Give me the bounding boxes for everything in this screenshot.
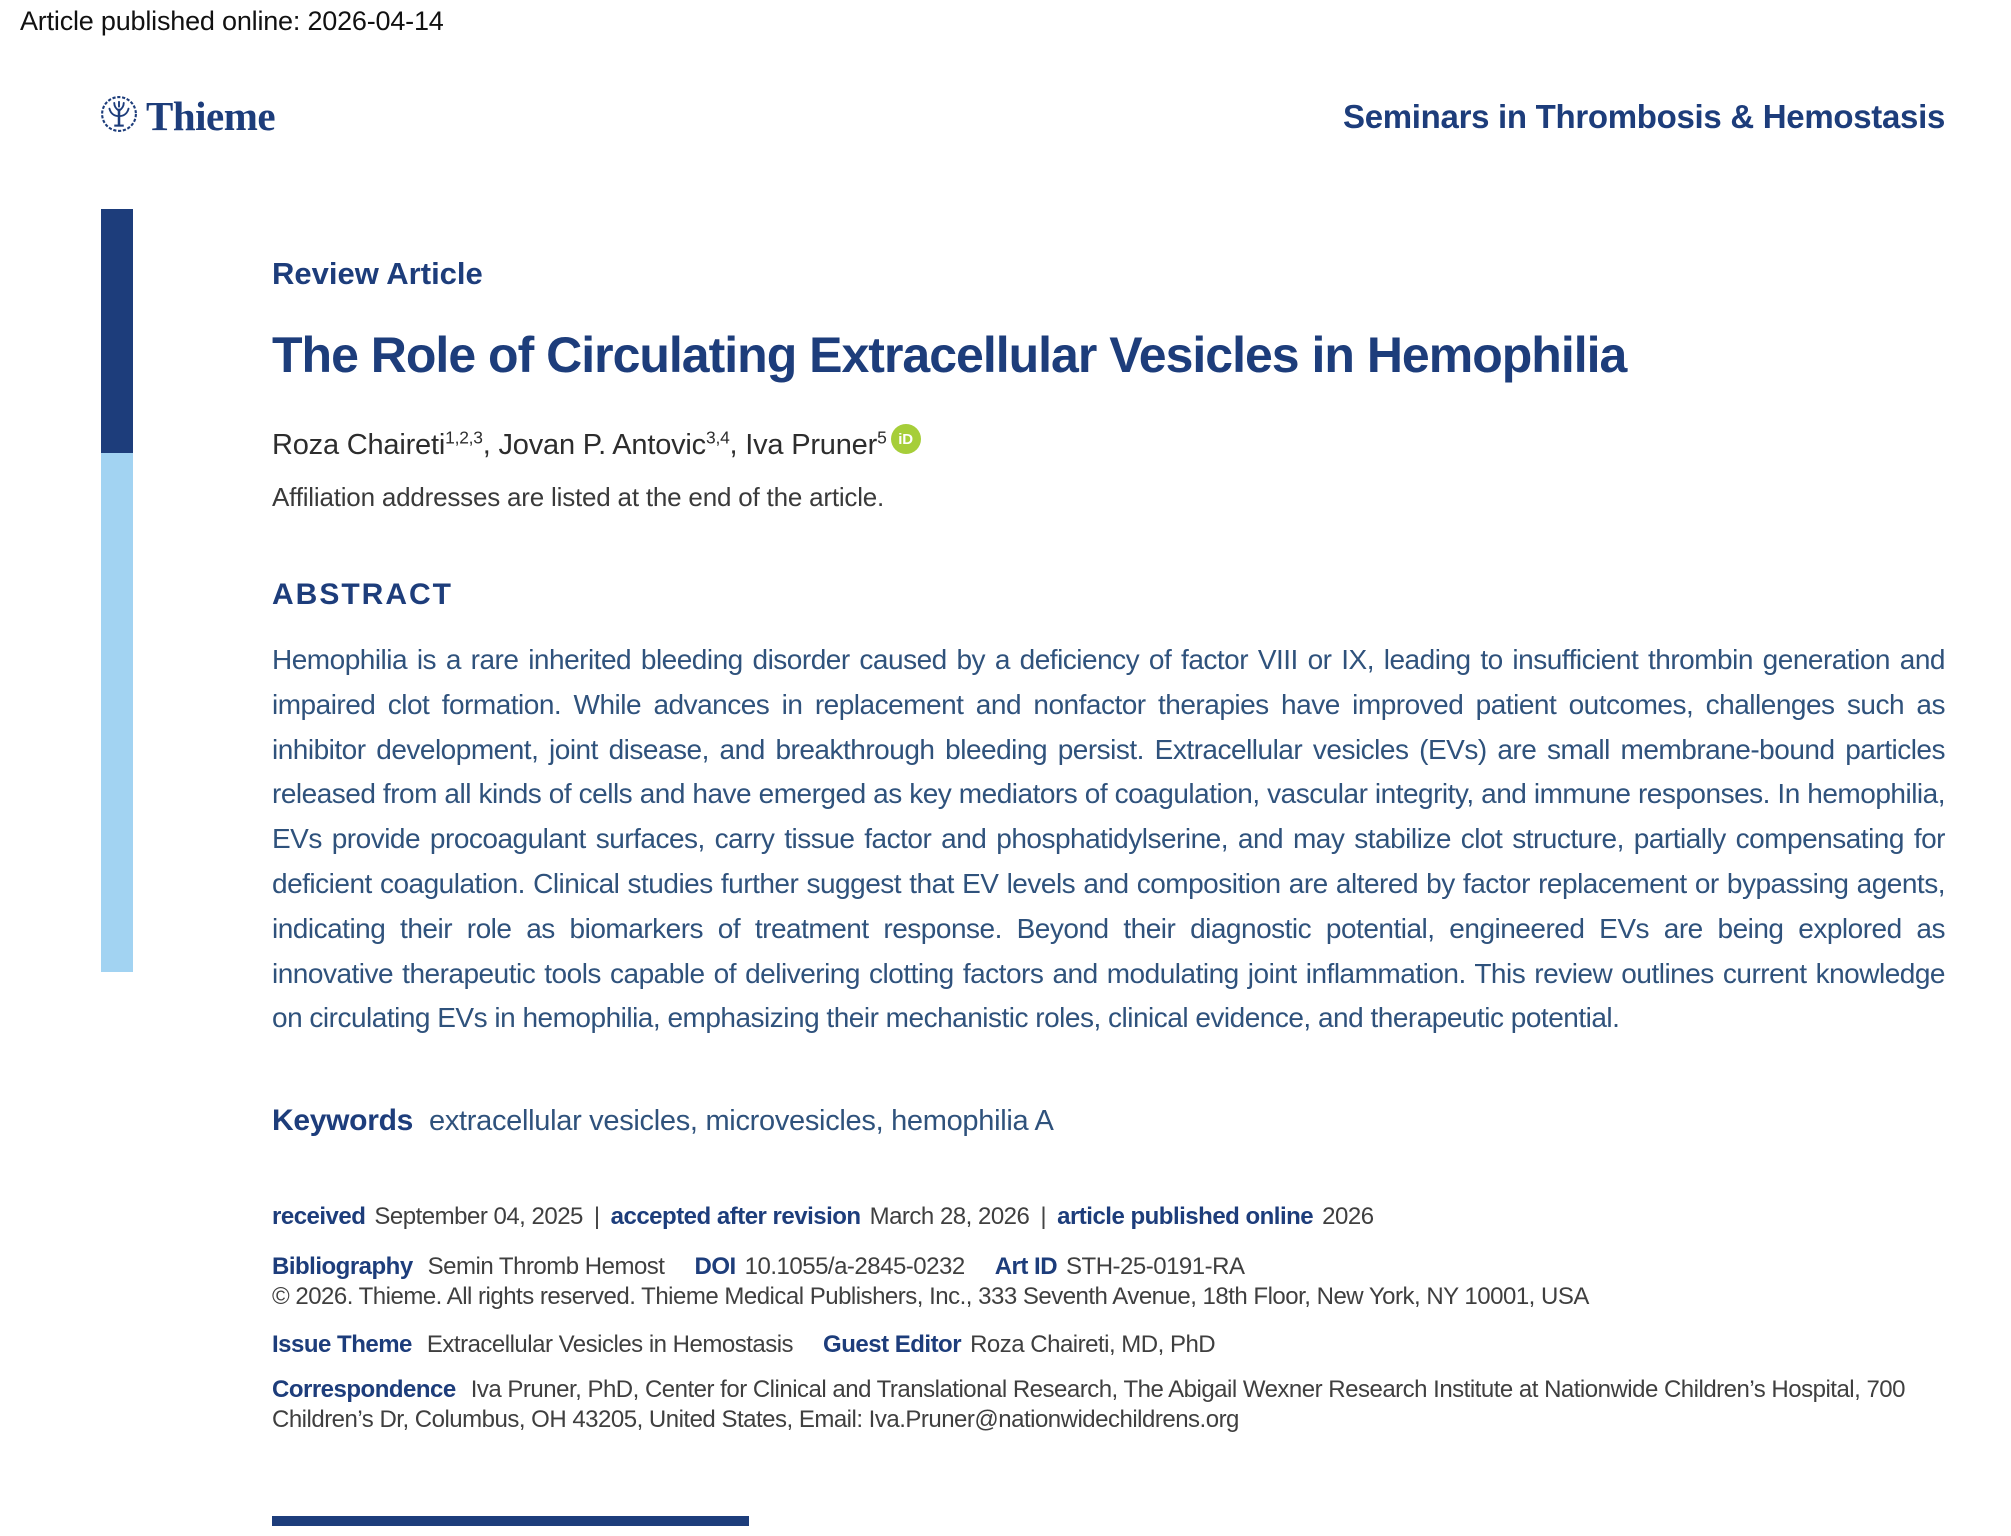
abstract-text: Hemophilia is a rare inherited bleeding disorder caused by a deficiency of factor VIII or IX, leading to insufficient thrombin generation and impaired clot formation. While advances in replacement and nonfactor therapies have improved patient outcomes, challenges such as inhibitor development, joint disease, and breakthrough bleeding persist. Extracellular vesicles (EVs) are small membrane-bound particles released from all kinds of cells and have emerged as key mediators of coagulation, vascular integrity, and immune responses. In hemophilia, EVs provide procoagulant surfaces, carry tissue factor and phosphatidylserine, and may stabilize clot structure, partially compensating for deficient coagulation. Clinical studies further suggest that EV levels and composition are altered by factor replacement or bypassing agents, indicating their role as biomarkers of treatment response. Beyond their diagnostic potential, engineered EVs are being explored as innovative therapeutic tools capable of delivering clotting factors and modulating joint inflammation. This review outlines current knowledge on circulating EVs in hemophilia, emphasizing their mechanistic roles, clinical evidence, and therapeutic potential. — [272, 644, 1945, 1034]
author-name: Jovan P. Antovic$^{3,4}$ — [498, 426, 730, 461]
authors-line: Roza Chaireti$^{1,2,3}$, Jovan P. Antovic$^{3,4}$, Iva Pruner$^5$ iD — [272, 424, 1945, 462]
author-affiliation-superscript: 3,4 — [705, 426, 730, 447]
abstract-heading: ABSTRACT — [272, 578, 453, 611]
published-online-label: article published online — [1057, 1203, 1314, 1230]
received-date: September 04, 2025 — [374, 1203, 583, 1230]
dates-line — [272, 1202, 1945, 1232]
bottom-rule — [272, 1516, 749, 1526]
keywords-line — [272, 1104, 1945, 1138]
guest-editor-value: Roza Chaireti, MD, PhD — [970, 1331, 1216, 1358]
bibliography-journal: Semin Thromb Hemost — [427, 1253, 665, 1280]
doi-label: DOI — [694, 1253, 736, 1280]
copyright-line: © 2026. Thieme. All rights reserved. Thieme Medical Publishers, Inc., 333 Seventh Avenue, 18th Floor, New York, NY 10001, USA — [272, 1283, 1589, 1310]
separator: | — [1040, 1203, 1047, 1230]
accepted-label: accepted after revision — [610, 1203, 861, 1230]
journal-title: Seminars in Thrombosis & Hemostasis — [1342, 98, 1945, 135]
publisher-wordmark: Thieme — [146, 93, 276, 139]
left-accent-bar-light — [101, 453, 133, 972]
article-title: The Role of Circulating Extracellular Vesicles in Hemophilia — [272, 327, 1627, 383]
publisher-brand — [100, 92, 275, 140]
separator: | — [593, 1203, 600, 1230]
affiliation-note: Affiliation addresses are listed at the end of the article. — [272, 482, 885, 512]
accepted-date: March 28, 2026 — [869, 1203, 1030, 1230]
received-label: received — [272, 1203, 366, 1230]
thieme-tree-logo-icon — [100, 95, 138, 138]
bibliography-line — [272, 1252, 1945, 1282]
article-category: Review Article — [272, 256, 483, 291]
orcid-icon[interactable]: iD — [891, 424, 921, 454]
author-name: Iva Pruner$^5$ — [745, 426, 887, 461]
author-affiliation-superscript: 1,2,3 — [445, 426, 483, 447]
correspondence-text: Iva Pruner, PhD, Center for Clinical and Translational Research, The Abigail Wexner Research Institute at Nationwide Children’s Hospital, 700 Children’s Dr, Columbus, OH 43205, United States, Email: Iva.Pruner@nationwidechildrens.org — [272, 1376, 1905, 1433]
issue-theme-value: Extracellular Vesicles in Hemostasis — [426, 1331, 794, 1358]
author-name: Roza Chaireti$^{1,2,3}$ — [272, 426, 483, 461]
artid-value: STH-25-0191-RA — [1066, 1253, 1245, 1280]
published-online-line: Article published online: 2026-04-14 — [20, 6, 444, 36]
issue-theme-label: Issue Theme — [272, 1331, 412, 1358]
keywords-text: extracellular vesicles, microvesicles, hemophilia A — [428, 1105, 1054, 1137]
doi-value: 10.1055/a-2845-0232 — [744, 1253, 965, 1280]
published-online-year: 2026 — [1322, 1203, 1374, 1230]
correspondence-label: Correspondence — [272, 1376, 456, 1403]
author-affiliation-superscript: 5 — [877, 426, 887, 447]
artid-label: Art ID — [994, 1253, 1058, 1280]
guest-editor-label: Guest Editor — [823, 1331, 962, 1358]
correspondence-block — [272, 1375, 1945, 1435]
issue-theme-line — [272, 1330, 1945, 1360]
left-accent-bar-dark — [101, 209, 133, 453]
bibliography-label: Bibliography — [272, 1253, 413, 1280]
keywords-label: Keywords — [272, 1104, 413, 1137]
